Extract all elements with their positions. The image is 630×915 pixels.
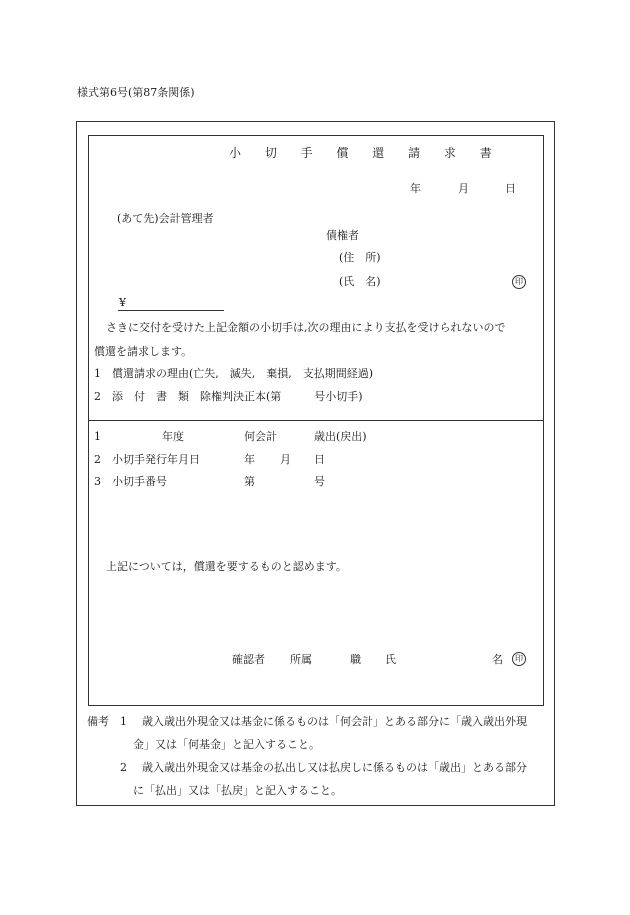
confirmer-label: 確認者 (232, 653, 265, 666)
creditor-label: 債権者 (326, 229, 359, 242)
date-month-label: 月 (458, 182, 469, 195)
date-year-label: 年 (410, 182, 421, 195)
check-number-go: 号 (314, 475, 325, 488)
remark1-number: 1 (120, 715, 127, 728)
check-number-dai: 第 (244, 475, 255, 488)
form-id: 様式第6号(第87条関係) (77, 86, 195, 99)
remark2-line2: に「払出」又は「払戻」と記入すること。 (133, 784, 342, 797)
attachment-item: 2 添 付 書 類 除権判決正本(第 号小切手) (94, 390, 363, 403)
body-text-line1: さきに交付を受けた上記金額の小切手は,次の理由により支払を受けられないので (106, 321, 506, 334)
check-number-label: 3 小切手番号 (94, 475, 167, 488)
confirmer-dept-label: 所属 (290, 653, 312, 666)
remark1-line1: 歳入歳出外現金又は基金に係るものは「何会計」とある部分に「歳入歳出外現 (142, 715, 527, 728)
creditor-seal-mark: 印 (512, 275, 526, 289)
issue-date-year: 年 (244, 453, 255, 466)
reason-item: 1 償還請求の理由(亡失, 滅失, 棄損, 支払期間経過) (94, 367, 374, 380)
lower-row1-account: 何会計 (244, 430, 277, 443)
issue-date-day: 日 (314, 453, 325, 466)
issue-date-month: 月 (280, 453, 291, 466)
form-title: 小 切 手 償 還 請 求 書 (229, 146, 502, 160)
lower-row1-num: 1 (94, 430, 101, 443)
remarks-label: 備考 (87, 715, 109, 728)
confirmer-name-label-b: 名 (492, 653, 503, 666)
issue-date-label: 2 小切手発行年月日 (94, 453, 200, 466)
remark2-line1: 歳入歳出外現金又は基金の払出し又は払戻しに係るものは「歳出」とある部分 (142, 761, 527, 774)
lower-row1-kind: 歳出(戻出) (314, 430, 367, 443)
confirmer-name-label-a: 氏 (385, 653, 396, 666)
amount-underline (118, 310, 224, 311)
creditor-name-label: (氏 名) (339, 275, 381, 288)
addressee: (あて先)会計管理者 (117, 212, 214, 225)
lower-row1-year: 年度 (162, 430, 184, 443)
confirm-text: 上記については，償還を要するものと認めます。 (106, 560, 347, 573)
section-divider (88, 420, 544, 421)
confirmer-seal-mark: 印 (512, 652, 526, 666)
remark2-number: 2 (120, 761, 127, 774)
remark1-line2: 金」又は「何基金」と記入すること。 (133, 738, 320, 751)
amount-yen-sign: ¥ (119, 296, 126, 309)
creditor-address-label: (住 所) (339, 251, 381, 264)
body-text-line2: 償還を請求します。 (94, 345, 193, 358)
date-day-label: 日 (505, 182, 516, 195)
confirmer-post-label: 職 (350, 653, 361, 666)
